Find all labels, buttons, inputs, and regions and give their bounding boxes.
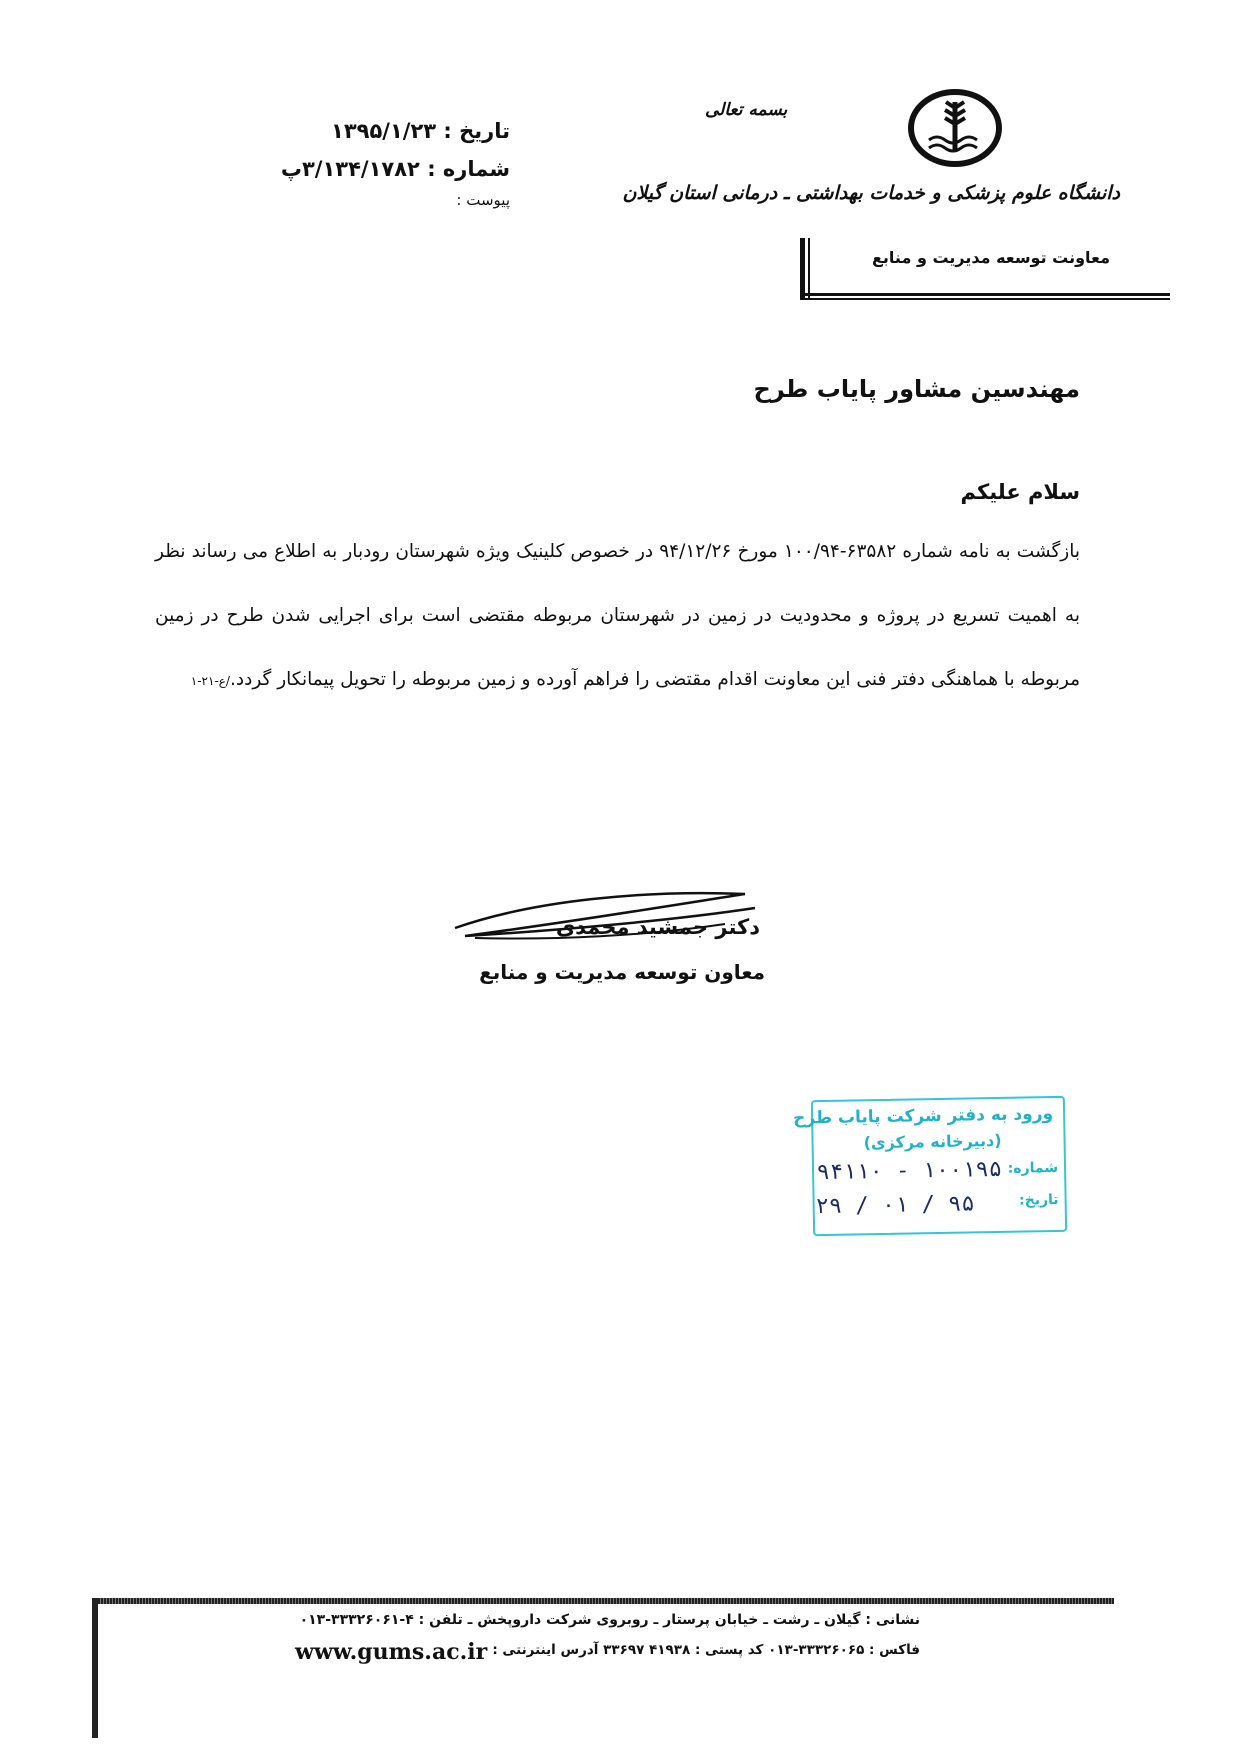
letter-body — [155, 520, 1080, 713]
number-value: ۳/۱۳۴/۱۷۸۲پ — [280, 157, 420, 181]
letter-body-text: بازگشت به نامه شماره ۶۳۵۸۲-۱۰۰/۹۴ مورخ ۹۴/۱۲/۲۶ در خصوص کلینیک ویژه شهرستان رودبار به اطلاع می رساند نظر به اهمیت تسریع در پروژه و محدودیت در زمین در شهرستان مربوطه مقتضی است برای اجرایی شدن طرح در زمین مربوطه با هماهنگی دفتر فنی این معاونت اقدام مقتضی را فراهم آورده و زمین مربوطه را تحویل پیمانکار گردد. — [155, 541, 1080, 690]
footer-website: www.gums.ac.ir — [295, 1639, 488, 1665]
footer-side-rule — [92, 1598, 98, 1738]
greeting: سلام علیکم — [960, 480, 1080, 504]
letter-meta — [270, 112, 510, 212]
stamp-title: ورود به دفتر شرکت پایاب طرح — [793, 1104, 1054, 1129]
recipient: مهندسین مشاور پایاب طرح — [753, 375, 1080, 403]
date-label: تاریخ : — [443, 119, 510, 143]
signer-title: معاون توسعه مدیریت و منابع — [479, 960, 765, 984]
basmala: بسمه تعالی — [705, 100, 788, 120]
stamp-date-value: ۹۵ / ۰۱ / ۲۹ — [815, 1191, 975, 1220]
reference-code: /ع-۲۱-۱ — [190, 674, 230, 688]
university-logo-icon — [905, 88, 1005, 168]
attachment-label: پیوست : — [456, 191, 510, 209]
footer-rule — [92, 1598, 1114, 1604]
date-row — [270, 112, 510, 150]
stamp-date-label: تاریخ: — [1018, 1191, 1059, 1209]
stamp-number-label: شماره: — [1007, 1159, 1059, 1177]
stamp-subtitle: (دبیرخانه مرکزی) — [863, 1130, 1002, 1153]
university-name: دانشگاه علوم پزشکی و خدمات بهداشتی ـ درمانی استان گیلان — [622, 182, 1120, 204]
number-label: شماره : — [427, 157, 510, 181]
footer-address: نشانی : گیلان ـ رشت ـ خیابان پرستار ـ روبروی شرکت داروپخش ـ تلفن : ۴-۳۳۳۲۶۰۶۱-۰۱۳ — [299, 1612, 920, 1628]
number-row — [270, 150, 510, 188]
signer-name: دکتر جمشید محمدی — [555, 915, 760, 939]
footer-fax: فاکس : ۳۳۳۲۶۰۶۵-۰۱۳ کد پستی : ۴۱۹۳۸ ۳۳۶۹۷ آدرس اینترنتی : — [492, 1642, 920, 1658]
receipt-stamp — [793, 1096, 1067, 1236]
date-value: ۱۳۹۵/۱/۲۳ — [331, 119, 437, 143]
stamp-number-value: ۱۰۰۱۹۵ - ۹۴۱۱۰ — [816, 1156, 1003, 1186]
department-name: معاونت توسعه مدیریت و منابع — [871, 248, 1110, 267]
attachment-row — [270, 188, 510, 212]
